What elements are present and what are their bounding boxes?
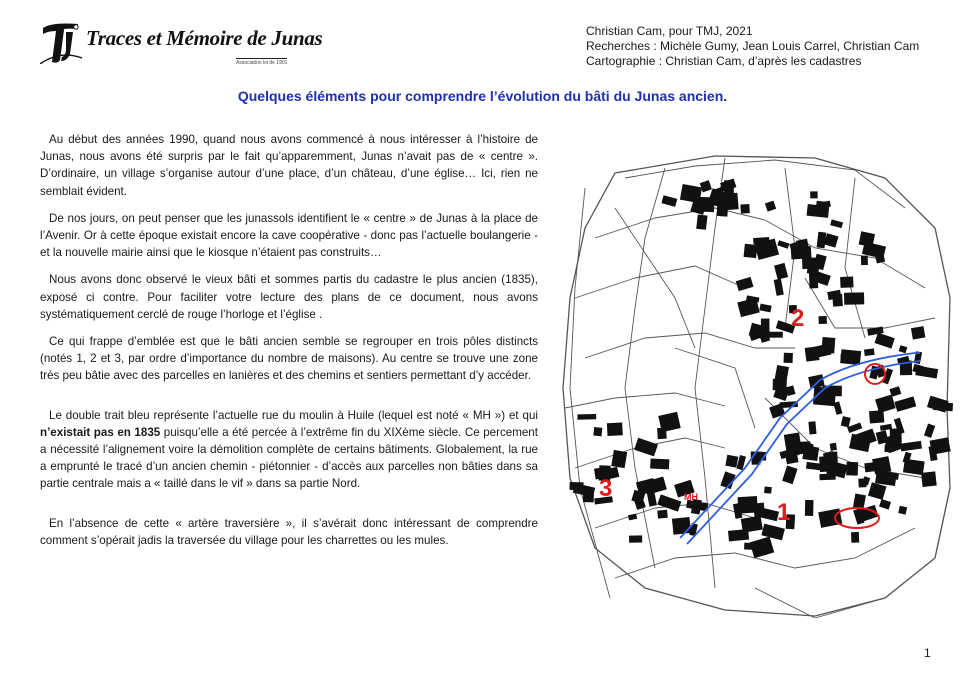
- building-block: [847, 423, 862, 433]
- cadastre-map-1835: [555, 148, 955, 618]
- paragraph-5-bold: n’existait pas en 1835: [40, 425, 161, 439]
- building-block: [875, 395, 896, 414]
- building-block: [808, 421, 816, 434]
- building-block: [658, 412, 681, 433]
- building-block: [764, 487, 772, 494]
- paragraph-5-part-1: Le double trait bleu représente l’actuelle rue du moulin à Huile (lequel est noté « MH ») et qui: [49, 408, 538, 422]
- building-block: [840, 276, 853, 287]
- paragraph-3: Nous avons donc observé le vieux bâti et sommes partis du cadastre le plus ancien (1835), exposé ci contre. Pour faciliter votre lecture des plans de ce document, nous avons systématiquement cerclé de rouge l’horloge et l’église .: [40, 273, 538, 321]
- building-block: [894, 396, 916, 412]
- building-block: [569, 482, 583, 490]
- parcel-line: [575, 266, 745, 298]
- building-block: [611, 450, 627, 468]
- building-block: [911, 326, 926, 340]
- building-block: [761, 524, 784, 541]
- map-label-pole-3: 3: [599, 475, 613, 502]
- building-block: [861, 256, 868, 266]
- building-block: [650, 459, 669, 470]
- building-block: [782, 466, 797, 485]
- map-label-mh: MH: [684, 492, 698, 502]
- building-block: [872, 456, 891, 474]
- logo-title: Traces et Mémoire de Junas: [86, 26, 323, 50]
- building-block: [844, 292, 864, 304]
- building-block: [744, 543, 754, 550]
- building-block: [805, 500, 814, 516]
- building-block: [884, 444, 891, 452]
- parcel-line: [565, 393, 725, 408]
- paragraph-6: En l’absence de cette « artère traversière », il s’avérait donc intéressant de comprendre comment s’opérait jadis la traversée du village pour les charrettes ou les mules.: [40, 516, 538, 547]
- paragraph-5-part-2: puisqu’elle a été percée à l’extrême fin du XIXème siècle. Ce percement a nécessité l’alignement voire la démolition complète de certains bâtiments. Globalement, la rue a emprunté le tracé d’un ancien chemin - piétonnier - d’accès aux parcelles non bâties dans sa partie centrale mais a « taillé dans le vif » dans sa partie Nord.: [40, 425, 538, 491]
- building-block: [874, 333, 894, 349]
- building-block: [593, 427, 602, 436]
- building-block: [802, 257, 821, 269]
- building-block: [830, 443, 837, 451]
- building-block: [728, 529, 749, 541]
- building-block: [759, 304, 771, 313]
- building-block: [736, 277, 754, 291]
- building-block: [774, 279, 784, 296]
- credits-block: [586, 24, 919, 69]
- parcel-line: [570, 188, 613, 598]
- tmj-logo: [40, 18, 323, 68]
- building-block: [696, 215, 707, 230]
- building-block: [824, 233, 839, 247]
- building-block: [900, 441, 922, 451]
- credit-line-cartography: Cartographie : Christian Cam, d’après les cadastres: [586, 54, 862, 68]
- building-block: [868, 482, 887, 500]
- tmj-logo-mark-icon: [40, 20, 82, 64]
- building-block: [841, 416, 851, 427]
- logo-subtitle: Association loi de 1901: [236, 60, 288, 66]
- building-block: [577, 414, 596, 420]
- building-block: [773, 379, 787, 391]
- building-block: [817, 232, 827, 249]
- credit-line-author: Christian Cam, pour TMJ, 2021: [586, 24, 753, 38]
- building-block: [672, 517, 691, 535]
- building-block: [930, 437, 951, 454]
- building-block: [933, 402, 953, 411]
- building-block: [808, 374, 824, 388]
- building-block: [899, 345, 908, 353]
- building-block: [657, 494, 681, 511]
- map-label-pole-2: 2: [791, 305, 805, 332]
- article-body: [40, 131, 538, 559]
- building-block: [784, 353, 793, 363]
- building-block: [866, 434, 874, 442]
- building-block: [921, 471, 937, 487]
- building-block: [634, 438, 658, 457]
- building-block: [830, 219, 843, 228]
- building-block: [774, 263, 788, 280]
- page-title: Quelques éléments pour comprendre l’évolution du bâti du Junas ancien.: [237, 88, 728, 104]
- building-block: [810, 191, 817, 198]
- parcel-line: [675, 348, 755, 428]
- building-block: [802, 446, 819, 461]
- building-block: [879, 499, 891, 510]
- building-block: [740, 204, 749, 214]
- building-block: [846, 462, 858, 476]
- building-block: [628, 514, 637, 521]
- building-block: [753, 237, 769, 244]
- building-block: [841, 354, 854, 361]
- credit-line-research: Recherches : Michèle Gumy, Jean Louis Carrel, Christian Cam: [586, 39, 920, 53]
- parcel-line: [615, 208, 695, 348]
- building-block: [833, 401, 842, 415]
- building-block: [777, 240, 789, 249]
- page-number: 1: [924, 646, 931, 660]
- building-block: [851, 532, 859, 543]
- paragraph-2: De nos jours, on peut penser que les junassols identifient le « centre » de Junas à la place de l’Avenir. Or à cette époque existait encore la cave coopérative - donc pas l’actuelle boulangerie - et la nouvelle mairie ainsi que le kiosque n’étaient pas construits…: [40, 211, 538, 260]
- building-block: [821, 337, 835, 354]
- building-block: [765, 201, 776, 212]
- building-block: [607, 423, 623, 436]
- building-block: [629, 535, 642, 542]
- building-block: [724, 180, 734, 194]
- building-block: [819, 316, 827, 324]
- map-label-pole-1: 1: [777, 499, 791, 526]
- paragraph-1: Au début des années 1990, quand nous avons commencé à nous intéresser à l’histoire de Junas, nous avons été surpris par le fait qu’apparemment, Junas n’avait pas de « centre ». D’ordinaire, un village s’organise autour d’une place, d’un château, d’une église… Ici, rien ne semblait évident.: [40, 133, 538, 198]
- building-block: [680, 184, 702, 203]
- building-block: [924, 424, 935, 438]
- building-block: [864, 348, 875, 356]
- building-block: [725, 455, 738, 468]
- building-block: [915, 366, 938, 379]
- building-block: [744, 244, 758, 258]
- paragraph-5: [40, 407, 538, 493]
- building-block: [657, 510, 667, 519]
- paragraph-4: Ce qui frappe d’emblée est que le bâti ancien semble se regrouper en trois pôles distincts (notés 1, 2 et 3, par ordre d’importance du nombre de maisons). Au centre se trouve une zone très peu bâtie avec des parcelles en lanières et des chemins et sentiers permettant d’y accéder.: [40, 335, 538, 383]
- building-block: [898, 506, 907, 515]
- building-block: [661, 195, 677, 207]
